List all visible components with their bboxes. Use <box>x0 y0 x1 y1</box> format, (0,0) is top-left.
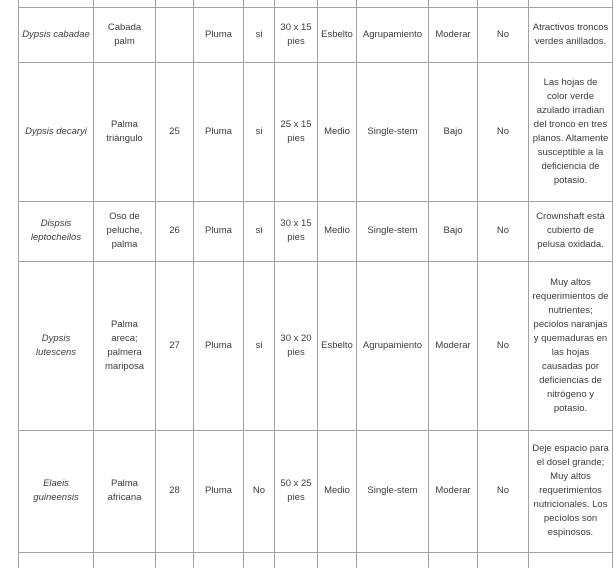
cell-scientific-name: Dypsis lutescens <box>19 261 94 430</box>
cell-leaf-type: Pluma <box>194 430 244 552</box>
cell-notes: Crownshaft está cubierto de pelusa oxidada. <box>529 201 613 261</box>
cell-level: Bajo <box>429 62 478 201</box>
cell-empty <box>156 552 194 568</box>
cell-notes: Deje espacio para el dosel grande; Muy altos requerimientos nutricionales. Los pecíolos son espinosos. <box>529 430 613 552</box>
palm-species-table <box>18 0 613 568</box>
cell-yes-no: si <box>244 261 275 430</box>
cell-empty <box>94 552 156 568</box>
cell-stem-habit: Single-stem <box>357 201 429 261</box>
table-row <box>19 430 613 552</box>
cell-empty <box>94 0 156 7</box>
cell-empty <box>194 0 244 7</box>
cell-empty <box>156 0 194 7</box>
cell-leaf-type: Pluma <box>194 62 244 201</box>
cell-leaf-type: Pluma <box>194 7 244 62</box>
cell-empty <box>478 552 529 568</box>
cell-size: 25 x 15 pies <box>275 62 318 201</box>
cell-empty <box>19 0 94 7</box>
cell-yes-no: si <box>244 62 275 201</box>
cell-size: 30 x 15 pies <box>275 201 318 261</box>
cell-form: Medio <box>318 201 357 261</box>
cell-number: 26 <box>156 201 194 261</box>
cell-empty <box>529 0 613 7</box>
cell-level: Moderar <box>429 261 478 430</box>
cell-empty <box>275 0 318 7</box>
table-row-clipped-bottom <box>19 552 613 568</box>
cell-no-flag: No <box>478 7 529 62</box>
cell-empty <box>244 0 275 7</box>
cell-form: Esbelto <box>318 261 357 430</box>
cell-empty <box>478 0 529 7</box>
table-row <box>19 201 613 261</box>
cell-scientific-name: Dypsis cabadae <box>19 7 94 62</box>
cell-empty <box>318 0 357 7</box>
cell-stem-habit: Agrupamiento <box>357 261 429 430</box>
cell-notes: Muy altos requerimientos de nutrientes; peciolos naranjas y quemaduras en las hojas causadas por deficiencias de nitrógeno y potasio. <box>529 261 613 430</box>
cell-empty <box>318 552 357 568</box>
cell-no-flag: No <box>478 430 529 552</box>
cell-common-name: Oso de peluche, palma <box>94 201 156 261</box>
cell-size: 30 x 15 pies <box>275 7 318 62</box>
cell-level: Moderar <box>429 430 478 552</box>
cell-number <box>156 7 194 62</box>
cell-scientific-name: Dispsis leptocheilos <box>19 201 94 261</box>
cell-no-flag: No <box>478 62 529 201</box>
cell-stem-habit: Single-stem <box>357 430 429 552</box>
cell-yes-no: si <box>244 7 275 62</box>
cell-common-name: Palma areca; palmera mariposa <box>94 261 156 430</box>
cell-yes-no: si <box>244 201 275 261</box>
cell-empty <box>429 552 478 568</box>
cell-no-flag: No <box>478 261 529 430</box>
cell-empty <box>357 0 429 7</box>
cell-empty <box>357 552 429 568</box>
cell-level: Moderar <box>429 7 478 62</box>
cell-form: Medio <box>318 62 357 201</box>
cell-no-flag: No <box>478 201 529 261</box>
cell-number: 27 <box>156 261 194 430</box>
cell-stem-habit: Agrupamiento <box>357 7 429 62</box>
cell-scientific-name: Dypsis decaryi <box>19 62 94 201</box>
table-row <box>19 261 613 430</box>
cell-size: 50 x 25 pies <box>275 430 318 552</box>
cell-common-name: Palma africana <box>94 430 156 552</box>
cell-form: Esbelto <box>318 7 357 62</box>
cell-leaf-type: Pluma <box>194 201 244 261</box>
cell-notes: Las hojas de color verde azulado irradian del tronco en tres planos. Altamente susceptible a la deficiencia de potasio. <box>529 62 613 201</box>
table-row <box>19 62 613 201</box>
cell-scientific-name: Elaeis guineensis <box>19 430 94 552</box>
table-row <box>19 7 613 62</box>
table-row-clipped-top <box>19 0 613 7</box>
cell-size: 30 x 20 pies <box>275 261 318 430</box>
cell-level: Bajo <box>429 201 478 261</box>
cell-form: Medio <box>318 430 357 552</box>
cell-empty <box>194 552 244 568</box>
cell-empty <box>19 552 94 568</box>
cell-notes: Atractivos troncos verdes anillados. <box>529 7 613 62</box>
cell-number: 25 <box>156 62 194 201</box>
cell-empty <box>429 0 478 7</box>
cell-empty <box>529 552 613 568</box>
cell-common-name: Palma triángulo <box>94 62 156 201</box>
cell-stem-habit: Single-stem <box>357 62 429 201</box>
cell-empty <box>244 552 275 568</box>
cell-leaf-type: Pluma <box>194 261 244 430</box>
cell-number: 28 <box>156 430 194 552</box>
cell-empty <box>275 552 318 568</box>
cell-yes-no: No <box>244 430 275 552</box>
cell-common-name: Cabada palm <box>94 7 156 62</box>
